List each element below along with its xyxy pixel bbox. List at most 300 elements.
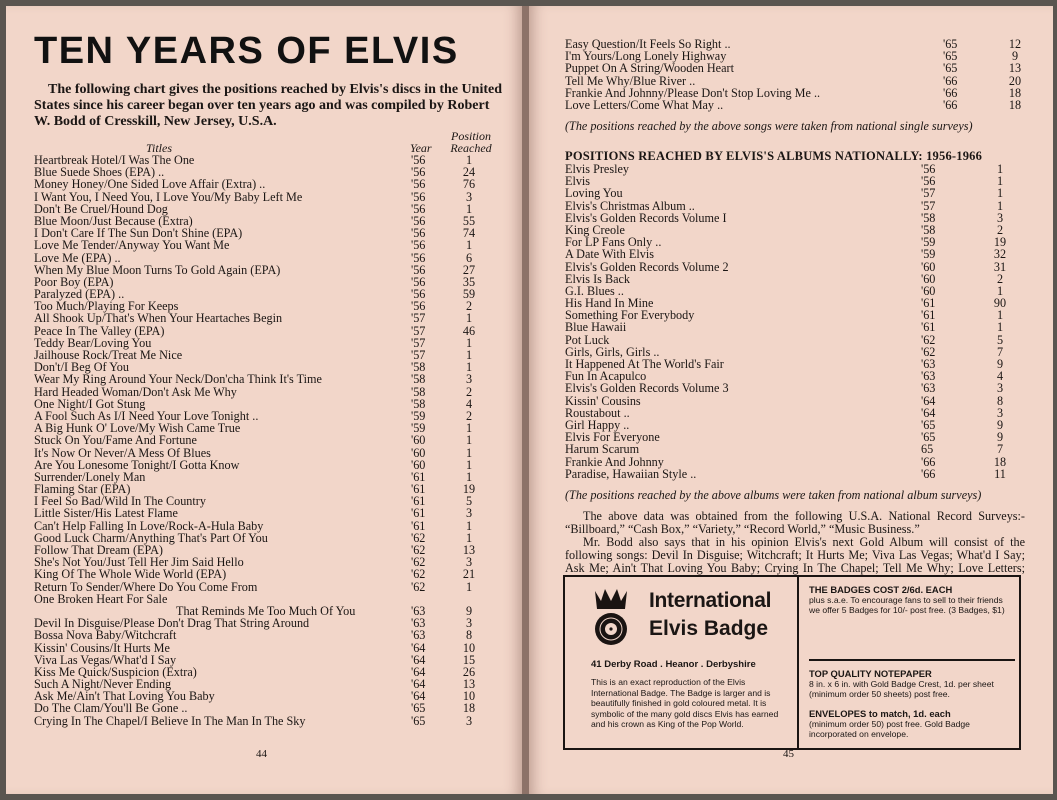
row-title: Paralyzed (EPA) .. [34, 287, 125, 302]
row-position: 3 [465, 713, 473, 728]
row-title: King Of The Whole Wide World (EPA) [34, 567, 227, 582]
row-year: '60 [921, 271, 936, 286]
row-position: 1 [996, 283, 1004, 298]
chart-row [34, 325, 504, 337]
row-year: '60 [921, 259, 936, 274]
row-title: Devil In Disguise/Please Don't Drag That String Around [34, 616, 310, 631]
row-year: '63 [921, 369, 936, 384]
row-year: '64 [411, 689, 426, 704]
row-position: 10 [462, 689, 476, 704]
row-position: 9 [996, 430, 1004, 445]
chart-row [34, 191, 504, 203]
row-position: 1 [465, 335, 473, 350]
row-year: '64 [921, 393, 936, 408]
row-position: 12 [1008, 37, 1022, 51]
row-year: '66 [943, 73, 958, 88]
chart-row [34, 702, 504, 714]
chart-row [565, 309, 1023, 321]
row-year: '64 [411, 652, 426, 667]
row-year: '56 [411, 201, 426, 216]
row-position: 90 [993, 296, 1007, 311]
row-title: Puppet On A String/Wooden Heart [565, 61, 734, 76]
row-position: 1 [996, 198, 1004, 213]
row-position: 1 [465, 311, 473, 326]
row-position: 59 [462, 287, 476, 302]
row-title: Paradise, Hawaiian Style .. [565, 466, 697, 481]
row-year: '62 [411, 579, 426, 594]
row-position: 31 [993, 259, 1007, 274]
row-title: Return To Sender/Where Do You Come From [34, 579, 258, 594]
chart-row [565, 261, 1023, 273]
row-title: Bossa Nova Baby/Witchcraft [34, 628, 177, 643]
column-header-titles: Titles [146, 141, 173, 155]
row-year: '58 [921, 210, 936, 225]
chart-row [34, 581, 504, 593]
row-year: '66 [921, 454, 936, 469]
row-year: '56 [411, 238, 426, 253]
row-year: '66 [921, 466, 936, 481]
row-year: '57 [921, 198, 936, 213]
row-position: 3 [996, 405, 1004, 420]
chart-row [34, 507, 504, 519]
chart-row [565, 334, 1023, 346]
row-year: '56 [411, 299, 426, 314]
row-title: Can't Help Falling In Love/Rock-A-Hula Baby [34, 518, 264, 533]
row-year: '65 [411, 701, 426, 716]
row-title: Poor Boy (EPA) [34, 274, 114, 289]
chart-row [565, 163, 1023, 175]
row-year: '61 [411, 506, 426, 521]
row-year: '56 [411, 213, 426, 228]
row-position: 3 [465, 372, 473, 387]
row-position: 46 [462, 323, 476, 338]
row-position: 1 [465, 360, 473, 375]
row-title: Elvis's Golden Records Volume 2 [565, 259, 729, 274]
row-position: 13 [1008, 61, 1022, 76]
row-year: '58 [411, 384, 426, 399]
row-title: Wear My Ring Around Your Neck/Don'cha Think It's Time [34, 372, 322, 387]
row-title: Loving You [565, 186, 623, 201]
row-title: Do The Clam/You'll Be Gone .. [34, 701, 188, 716]
row-title: Are You Lonesome Tonight/I Gotta Know [34, 457, 240, 472]
chart-row [34, 434, 504, 446]
row-title: Little Sister/His Latest Flame [34, 506, 178, 521]
row-title: Frankie And Johnny [565, 454, 664, 469]
row-position: 9 [1011, 49, 1019, 64]
row-year: '63 [411, 628, 426, 643]
row-year: '65 [943, 61, 958, 76]
page-title: TEN YEARS OF ELVIS [34, 30, 459, 72]
row-position: 18 [462, 701, 476, 716]
row-title: Teddy Bear/Loving You [34, 335, 152, 350]
row-year: '66 [943, 97, 958, 112]
ad-description: This is an exact reproduction of the Elvis International Badge. The Badge is larger and is beautifully finished in gold coloured metal. It is symbolic of the many gold discs Elvis has earned and his crown as King of the Pop World. [591, 677, 779, 730]
row-title: Easy Question/It Feels So Right .. [565, 37, 731, 51]
row-year: '56 [411, 153, 426, 167]
row-title: Tell Me Why/Blue River .. [565, 73, 696, 88]
row-position: 1 [465, 469, 473, 484]
row-title: Harum Scarum [565, 442, 640, 457]
row-position: 3 [996, 381, 1004, 396]
badge-advertisement [563, 575, 1021, 750]
ad-notepaper-head: TOP QUALITY NOTEPAPER [809, 668, 932, 679]
row-position: 3 [465, 555, 473, 570]
row-position: 1 [465, 201, 473, 216]
row-year: '64 [411, 677, 426, 692]
row-year: '56 [921, 174, 936, 189]
row-year: '60 [411, 445, 426, 460]
row-year: '65 [411, 713, 426, 728]
chart-row [565, 212, 1023, 224]
row-position: 5 [465, 494, 473, 509]
singles-chart-list [34, 154, 504, 727]
albums-heading: POSITIONS REACHED BY ELVIS'S ALBUMS NATIONALLY: 1956-1966 [565, 149, 983, 163]
chart-row [565, 407, 1023, 419]
row-year: '56 [411, 226, 426, 241]
row-year: '61 [411, 482, 426, 497]
column-header-position [442, 130, 500, 154]
row-title: It Happened At The World's Fair [565, 357, 724, 371]
chart-row [34, 312, 504, 324]
chart-row [565, 382, 1023, 394]
row-year: '63 [921, 381, 936, 396]
row-position: 26 [462, 664, 476, 679]
chart-row [565, 321, 1023, 333]
row-year: '60 [411, 433, 426, 448]
row-title: Love Letters/Come What May .. [565, 97, 724, 112]
row-title: Blue Suede Shoes (EPA) .. [34, 165, 165, 180]
page-44 [6, 6, 522, 794]
row-title: Elvis Is Back [565, 271, 630, 286]
ad-brand-line2: Elvis Badge [649, 617, 769, 640]
column-header-position-line1: Position [450, 129, 491, 143]
row-title: Surrender/Lonely Man [34, 469, 146, 484]
column-header-position-line2: Reached [450, 141, 492, 155]
row-position: 27 [462, 262, 476, 277]
row-title: I Want You, I Need You, I Love You/My Baby Left Me [34, 189, 303, 204]
row-year: '57 [921, 186, 936, 201]
row-position: 18 [1008, 85, 1022, 100]
row-title: Too Much/Playing For Keeps [34, 299, 179, 314]
row-title: A Date With Elvis [565, 247, 654, 262]
chart-row [565, 456, 1023, 468]
row-year: '58 [921, 222, 936, 237]
row-year: '56 [921, 162, 936, 176]
gold-album-paragraph: Mr. Bodd also says that in his opinion Elvis's next Gold Album will consist of the following songs: Devil In Disguise; Witchcraft; It Hurts Me; Viva Las Vegas; What'd I Say; Ask Me; Ain't That Loving You Baby; Crying In The Chapel; Tell Me Why; Love Letters; [565, 535, 1025, 576]
row-position: 24 [462, 165, 476, 180]
albums-chart-list [565, 163, 1023, 480]
row-position: 20 [1008, 73, 1022, 88]
chart-row [34, 239, 504, 251]
row-title: Frankie And Johnny/Please Don't Stop Loving Me .. [565, 85, 821, 100]
row-year: '61 [921, 308, 936, 323]
row-position: 2 [465, 299, 473, 314]
row-position: 9 [465, 603, 473, 618]
row-title: Kissin' Cousins [565, 393, 641, 408]
row-title: One Night/I Got Stung [34, 396, 146, 411]
chart-row [34, 386, 504, 398]
row-position: 4 [996, 369, 1004, 384]
row-title: One Broken Heart For Sale [34, 591, 168, 606]
chart-row [34, 447, 504, 459]
row-title: Elvis's Christmas Album .. [565, 198, 695, 213]
row-title: Heartbreak Hotel/I Was The One [34, 153, 195, 167]
row-year: '62 [411, 530, 426, 545]
row-title: Stuck On You/Fame And Fortune [34, 433, 197, 448]
row-year: '63 [411, 616, 426, 631]
row-position: 21 [462, 567, 476, 582]
row-year: '63 [411, 603, 426, 618]
chart-row [34, 715, 504, 727]
row-title: Love Me Tender/Anyway You Want Me [34, 238, 230, 253]
row-position: 1 [465, 433, 473, 448]
page-number: 45 [783, 748, 794, 760]
chart-row [565, 468, 1023, 480]
row-title: Peace In The Valley (EPA) [34, 323, 165, 338]
row-title: Something For Everybody [565, 308, 695, 323]
row-position: 3 [465, 189, 473, 204]
row-position: 2 [465, 384, 473, 399]
row-year: '61 [411, 494, 426, 509]
chart-row [565, 99, 1023, 111]
ad-brand-line1: International [649, 589, 772, 612]
row-year: '66 [943, 85, 958, 100]
row-title: Elvis's Golden Records Volume I [565, 210, 727, 225]
row-title: Money Honey/One Sided Love Affair (Extra) .. [34, 177, 266, 192]
row-title: Roustabout .. [565, 405, 630, 420]
ad-notepaper [809, 669, 1015, 699]
chart-row [565, 187, 1023, 199]
row-position: 1 [465, 348, 473, 362]
ad-badges-head: THE BADGES COST 2/6d. EACH [809, 584, 953, 595]
row-title: Don't Be Cruel/Hound Dog [34, 201, 168, 216]
row-position: 1 [996, 320, 1004, 335]
row-position: 35 [462, 274, 476, 289]
row-position: 9 [996, 417, 1004, 432]
row-position: 8 [465, 628, 473, 643]
page-number: 44 [256, 748, 267, 760]
row-position: 2 [465, 408, 473, 423]
row-year: '58 [411, 372, 426, 387]
book-gutter [522, 6, 529, 794]
albums-source-note: (The positions reached by the above albums were taken from national album surveys) [565, 488, 982, 502]
row-position: 4 [465, 396, 473, 411]
singles-chart-list-continued [565, 38, 1023, 111]
row-position: 1 [465, 153, 473, 167]
row-position: 10 [462, 640, 476, 655]
row-position: 19 [993, 235, 1007, 250]
row-title: Good Luck Charm/Anything That's Part Of You [34, 530, 268, 545]
row-position: 1 [465, 421, 473, 436]
row-year: '62 [411, 543, 426, 557]
row-position: 1 [465, 579, 473, 594]
row-title: Love Me (EPA) .. [34, 250, 121, 265]
row-title: All Shook Up/That's When Your Heartaches Begin [34, 311, 283, 326]
row-position: 15 [462, 652, 476, 667]
row-year: '65 [921, 417, 936, 432]
row-title: I'm Yours/Long Lonely Highway [565, 49, 727, 64]
row-position: 7 [996, 442, 1004, 457]
row-year: '61 [921, 320, 936, 335]
row-title: Crying In The Chapel/I Believe In The Man In The Sky [34, 713, 306, 728]
row-position: 55 [462, 213, 476, 228]
row-position: 74 [462, 226, 476, 241]
chart-row [565, 248, 1023, 260]
row-title: King Creole [565, 222, 625, 237]
row-title: Elvis Presley [565, 162, 629, 176]
row-position: 1 [996, 162, 1004, 176]
row-year: '56 [411, 189, 426, 204]
row-title: Hard Headed Woman/Don't Ask Me Why [34, 384, 237, 399]
chart-row [34, 178, 504, 190]
row-title: Kiss Me Quick/Suspicion (Extra) [34, 664, 197, 679]
row-year: '56 [411, 262, 426, 277]
page-45 [529, 6, 1053, 794]
row-year: '58 [411, 396, 426, 411]
chart-row [34, 629, 504, 641]
row-year: '59 [411, 421, 426, 436]
row-year: '61 [921, 296, 936, 311]
ad-badges-price [809, 585, 1015, 615]
row-year: '63 [921, 357, 936, 371]
row-year: '59 [921, 247, 936, 262]
row-position: 6 [465, 250, 473, 265]
chart-row [34, 252, 504, 264]
row-position: 1 [996, 186, 1004, 201]
row-title: Don't/I Beg Of You [34, 360, 129, 375]
row-year: '60 [921, 283, 936, 298]
row-position: 1 [465, 238, 473, 253]
chart-row [34, 568, 504, 580]
row-year: '62 [411, 567, 426, 582]
row-title: It's Now Or Never/A Mess Of Blues [34, 445, 211, 460]
row-title: I Don't Care If The Sun Don't Shine (EPA) [34, 226, 243, 241]
row-year: '65 [943, 37, 958, 51]
row-title: That Reminds Me Too Much Of You [176, 603, 356, 618]
row-year: '57 [411, 323, 426, 338]
row-position: 8 [996, 393, 1004, 408]
row-position: 1 [465, 457, 473, 472]
row-title: Ask Me/Ain't That Loving You Baby [34, 689, 215, 704]
row-position: 18 [1008, 97, 1022, 112]
crown-record-icon [591, 587, 631, 647]
row-year: '57 [411, 348, 426, 362]
row-position: 13 [462, 677, 476, 692]
row-year: '56 [411, 165, 426, 180]
row-title: Blue Moon/Just Because (Extra) [34, 213, 193, 228]
chart-row [565, 75, 1023, 87]
row-position: 7 [996, 344, 1004, 359]
row-position: 5 [996, 332, 1004, 347]
row-title: Follow That Dream (EPA) [34, 543, 163, 557]
row-year: '56 [411, 177, 426, 192]
row-position: 3 [465, 506, 473, 521]
ad-envelopes-body: (minimum order 50) post free. Gold Badge incorporated on envelope. [809, 719, 970, 739]
chart-row [34, 520, 504, 532]
row-position: 1 [996, 308, 1004, 323]
row-title: Girl Happy .. [565, 417, 630, 432]
chart-row [565, 62, 1023, 74]
chart-row [565, 443, 1023, 455]
row-year: '61 [411, 518, 426, 533]
ad-separator [809, 659, 1015, 661]
row-position: 76 [462, 177, 476, 192]
chart-row [565, 175, 1023, 187]
row-position: 3 [465, 616, 473, 631]
row-title: I Feel So Bad/Wild In The Country [34, 494, 206, 509]
row-title: Jailhouse Rock/Treat Me Nice [34, 348, 183, 362]
intro-paragraph: The following chart gives the positions reached by Elvis's discs in the United States since his career began over ten years ago and was compiled by Robert W. Bodd of Cresskill, New Jersey, U.S.A. [34, 82, 503, 129]
ad-address: 41 Derby Road . Heanor . Derbyshire [591, 659, 756, 670]
chart-row [34, 373, 504, 385]
row-position: 18 [993, 454, 1007, 469]
ad-envelopes-head: ENVELOPES to match, 1d. each [809, 708, 951, 719]
chart-row [565, 273, 1023, 285]
column-header-year: Year [410, 141, 432, 155]
row-title: Elvis [565, 174, 591, 189]
row-position: 2 [996, 222, 1004, 237]
row-year: 65 [921, 442, 934, 457]
row-title: His Hand In Mine [565, 296, 654, 311]
row-year: '64 [411, 664, 426, 679]
row-title: A Fool Such As I/I Need Your Love Tonight .. [34, 408, 259, 423]
row-position: 13 [462, 543, 476, 557]
row-position: 19 [462, 482, 476, 497]
chart-row [565, 395, 1023, 407]
row-year: '64 [921, 405, 936, 420]
row-title: She's Not You/Just Tell Her Jim Said Hello [34, 555, 244, 570]
row-title: A Big Hunk O' Love/My Wish Came True [34, 421, 241, 436]
row-title: Fun In Acapulco [565, 369, 647, 384]
row-title: When My Blue Moon Turns To Gold Again (EPA) [34, 262, 281, 277]
ad-notepaper-body: 8 in. x 6 in. with Gold Badge Crest, 1d. per sheet (minimum order 50 sheets) post free. [809, 679, 994, 699]
row-year: '59 [411, 408, 426, 423]
ad-badges-body: plus s.a.e. To encourage fans to sell to their friends we offer 5 Badges for 10/- post free. (3 Badges, $1) [809, 595, 1005, 615]
row-position: 2 [996, 271, 1004, 286]
ad-divider [797, 577, 799, 748]
row-year: '56 [411, 250, 426, 265]
row-year: '61 [411, 469, 426, 484]
row-position: 1 [465, 445, 473, 460]
row-title: For LP Fans Only .. [565, 235, 662, 250]
ad-envelopes [809, 709, 1015, 739]
row-year: '58 [411, 360, 426, 375]
row-title: G.I. Blues .. [565, 283, 624, 298]
row-position: 32 [993, 247, 1007, 262]
row-year: '62 [921, 344, 936, 359]
row-title: Girls, Girls, Girls .. [565, 344, 660, 359]
row-year: '59 [921, 235, 936, 250]
row-year: '65 [943, 49, 958, 64]
row-year: '60 [411, 457, 426, 472]
row-title: Blue Hawaii [565, 320, 627, 335]
chart-row [34, 642, 504, 654]
row-position: 1 [465, 530, 473, 545]
row-year: '62 [411, 555, 426, 570]
row-title: Such A Night/Never Ending [34, 677, 172, 692]
row-year: '57 [411, 311, 426, 326]
row-year: '64 [411, 640, 426, 655]
row-year: '56 [411, 274, 426, 289]
row-position: 3 [996, 210, 1004, 225]
sources-paragraph: The above data was obtained from the following U.S.A. National Record Surveys:- “Billboard,” “Cash Box,” “Variety,” “Record World,” “Music Business.” [565, 509, 1025, 537]
row-title: Kissin' Cousins/It Hurts Me [34, 640, 170, 655]
row-year: '65 [921, 430, 936, 445]
row-title: Elvis For Everyone [565, 430, 660, 445]
row-title: Viva Las Vegas/What'd I Say [34, 652, 177, 667]
row-title: Elvis's Golden Records Volume 3 [565, 381, 729, 396]
row-title: Flaming Star (EPA) [34, 482, 131, 497]
